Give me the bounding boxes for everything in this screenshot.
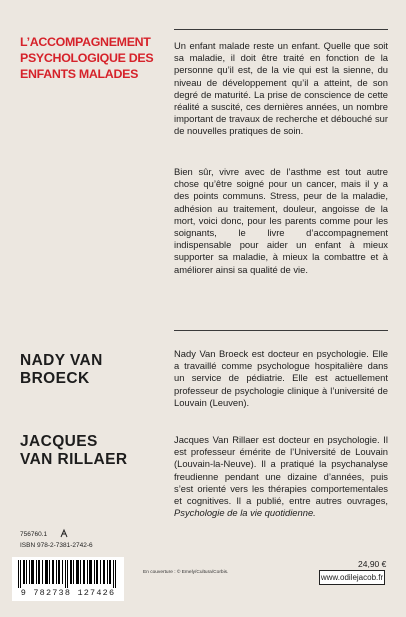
author1-line-1: NADY VAN	[20, 352, 103, 369]
author2-book-title: Psychologie de la vie quotidienne.	[174, 507, 316, 519]
author2-line-1: JACQUES	[20, 433, 98, 450]
product-code: 756760.1	[20, 531, 48, 538]
barcode-number: 9 782738 127426	[20, 588, 116, 598]
author2-bio-text: Jacques Van Rillaer est docteur en psychologie. Il est professeur émérite de l’Université de Louvain (Louvain-la-Neuve). Il a pratiqué la psychanalyse freudienne pendant une dizaine d’années, puis s’est orienté vers les thérapies comportementales et cognitives. Il a publié, entre autres ouvrages,	[174, 434, 388, 507]
middle-divider	[174, 330, 388, 331]
isbn-text: ISBN 978-2-7381-2742-6	[20, 542, 93, 549]
blurb-paragraph-1: Un enfant malade reste un enfant. Quelle que soit sa maladie, il doit être traité en fonction de la personne qu’il est, de la vie qui est la sienne, du niveau de développement qu’il a atteint, de son degré de maturité. La prise de conscience de cette réalité a suscité, ces dernières années, un nombre important de travaux de recherche et débouché sur de nouvelles pratiques de soin.	[174, 40, 388, 137]
author2-line-2: VAN RILLAER	[20, 451, 128, 468]
author-name-1	[20, 352, 160, 388]
barcode-bars-icon	[18, 560, 118, 588]
author-name-2	[20, 433, 160, 469]
title-line-2: PSYCHOLOGIQUE DES	[20, 51, 154, 65]
publisher-logo-icon	[59, 528, 69, 538]
top-divider	[174, 29, 388, 30]
author-bio-1: Nady Van Broeck est docteur en psychologie. Elle a travaillé comme psychologue hospitalière dans un service de pédiatrie. Elle est actuellement professeur de psychologie clinique à l’université de Louvain (Leuven).	[174, 348, 388, 408]
blurb-paragraph-2: Bien sûr, vivre avec de l’asthme est tout autre chose qu’être soigné pour un cancer, mais il y a des points communs. Stress, peur de la maladie, adhésion au traitement, douleur, angoisse de la mort, voici donc, pour les parents comme pour les soignants, le livre d’accompagnement indispensable pour aider un enfant à mieux supporter sa maladie, à mieux la combattre et à améliorer ainsi sa qualité de vie.	[174, 166, 388, 275]
author-bio-2	[174, 434, 388, 519]
author1-line-2: BROECK	[20, 370, 90, 387]
title-line-3: ENFANTS MALADES	[20, 67, 139, 81]
cover-credit: En couverture : © Emely/Cultura/Corbis.	[143, 570, 229, 575]
barcode	[12, 557, 124, 601]
title-line-1: L’ACCOMPAGNEMENT	[20, 35, 151, 49]
publisher-website-link[interactable]: www.odilejacob.fr	[319, 570, 385, 585]
price: 24,90 €	[358, 559, 387, 569]
book-title	[20, 34, 162, 82]
